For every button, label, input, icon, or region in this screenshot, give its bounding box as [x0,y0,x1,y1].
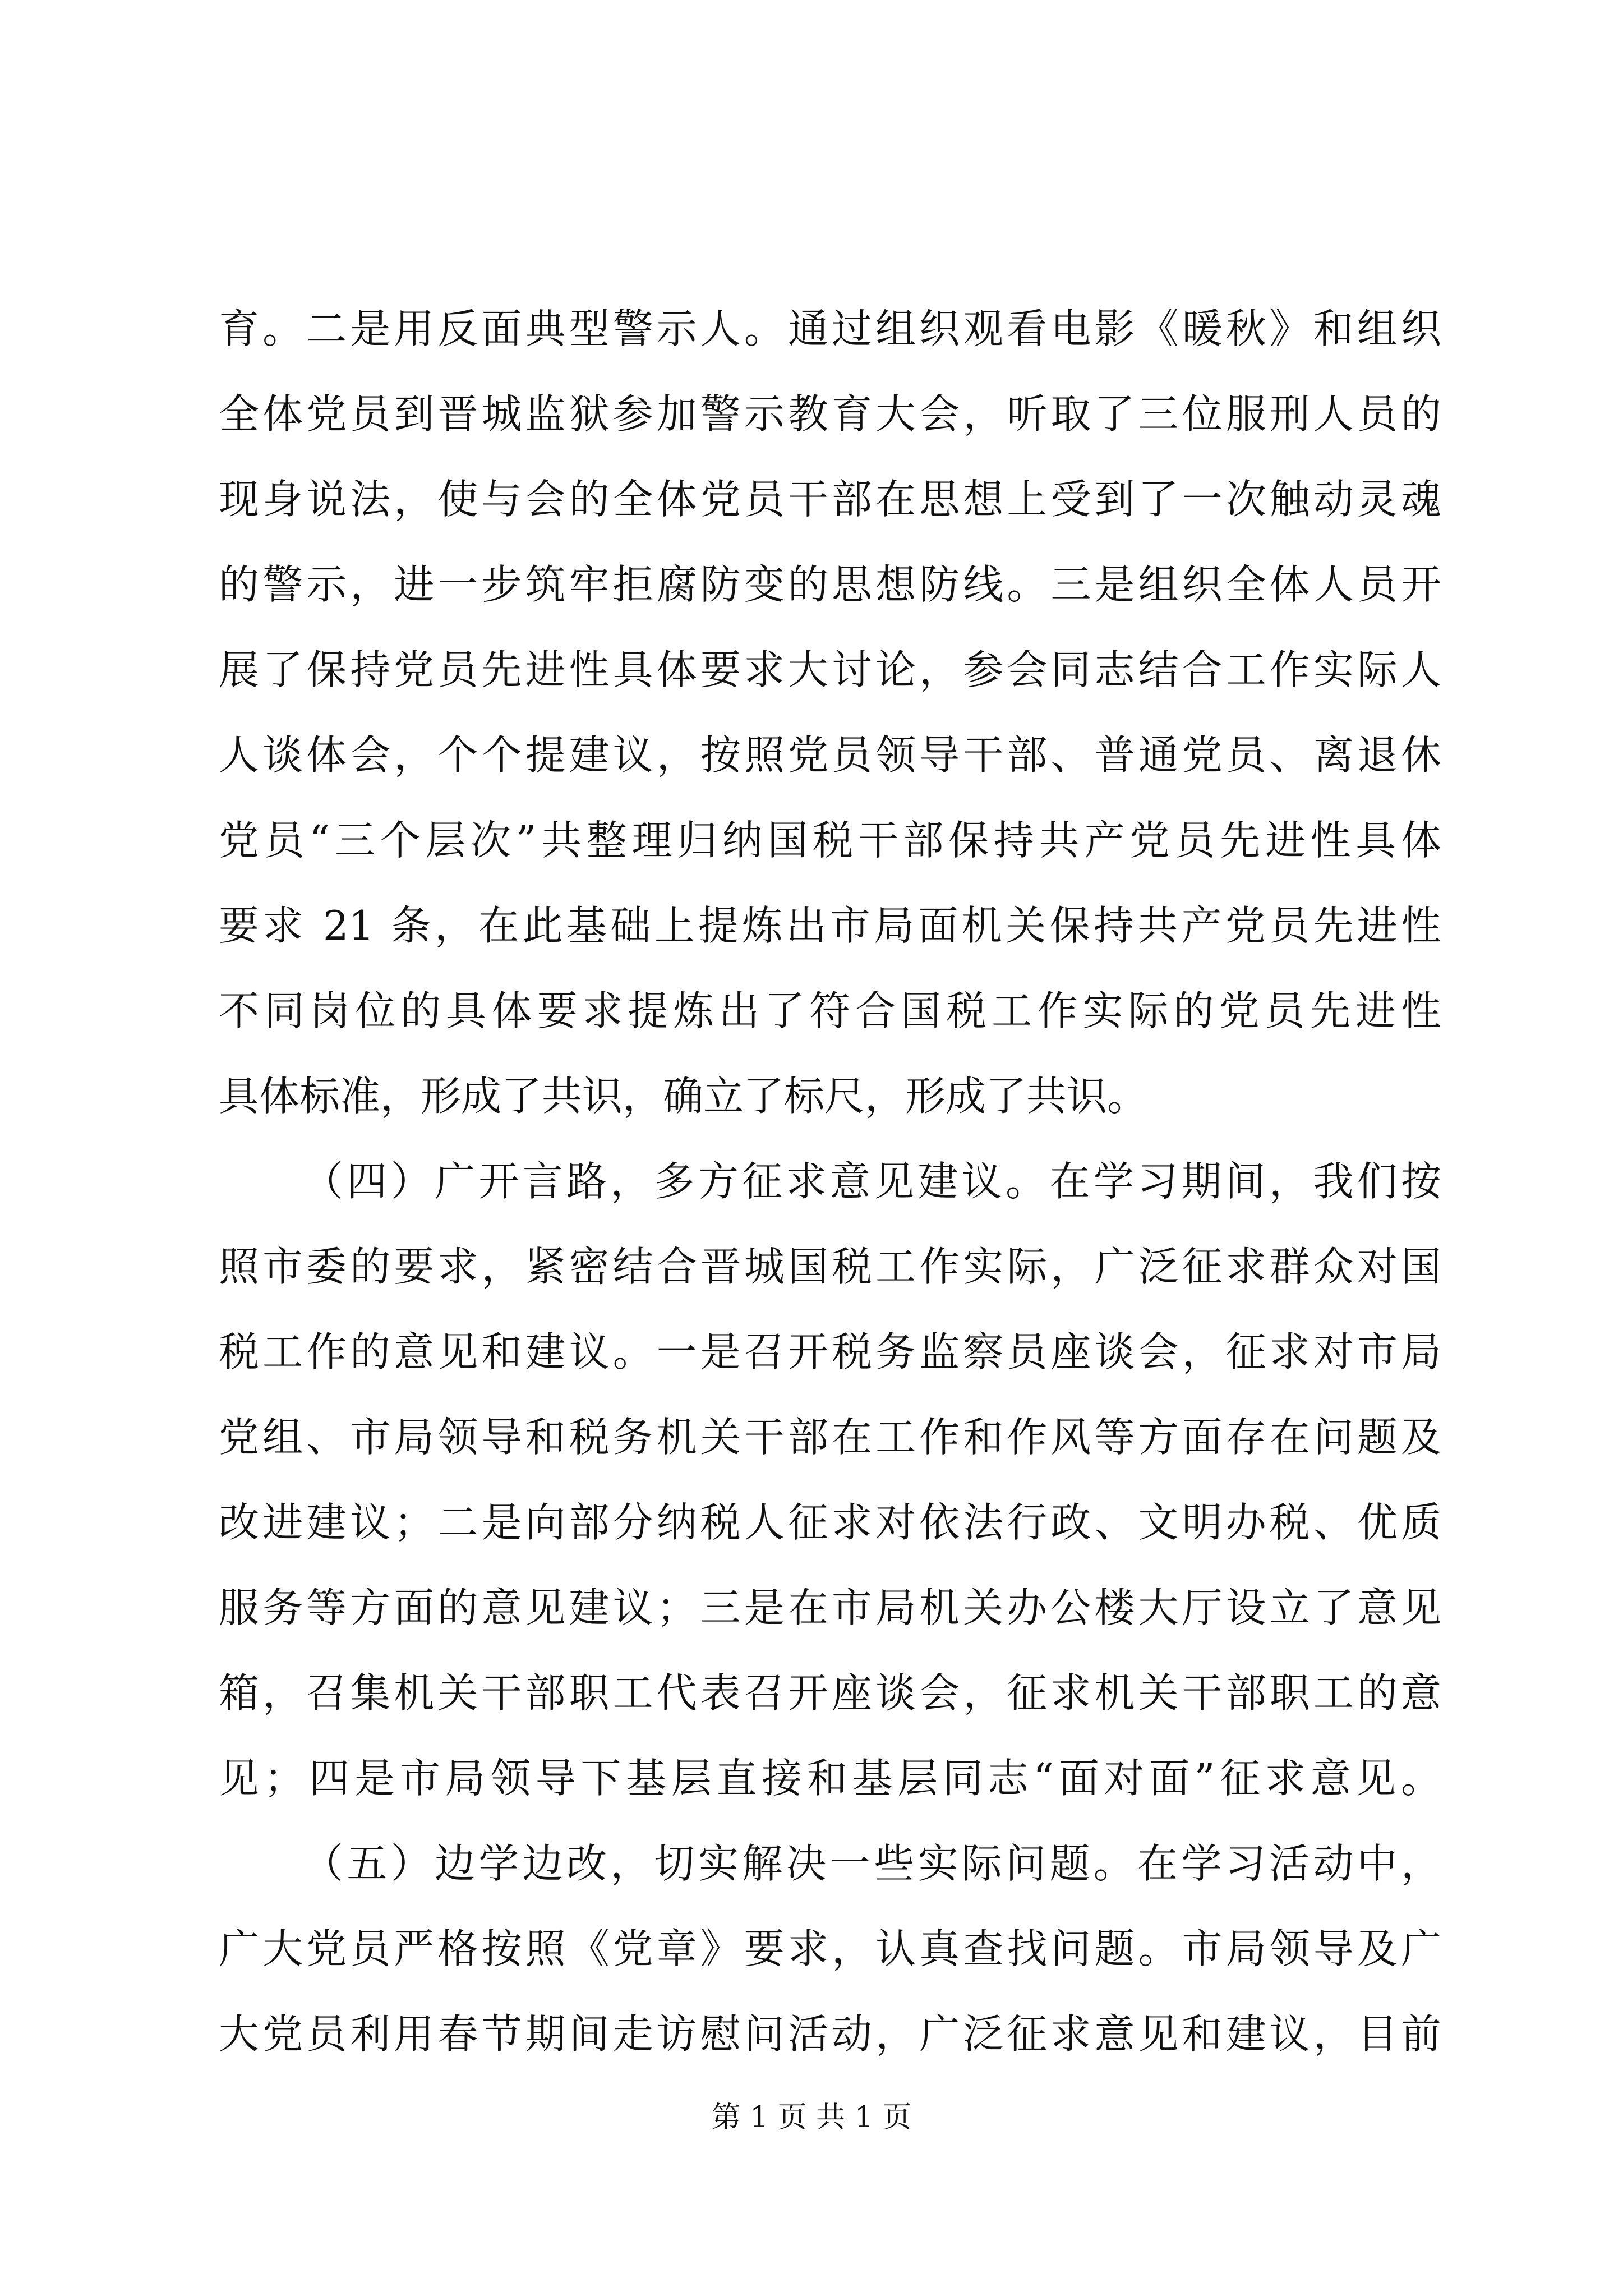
text-line: 的警示，进一步筑牢拒腐防变的思想防线。三是组织全体人员开 [219,561,1441,608]
text-line: 党员“三个层次”共整理归纳国税干部保持共产党员先进性具体 [219,817,1441,864]
text-line: 现身说法，使与会的全体党员干部在思想上受到了一次触动灵魂 [219,476,1441,523]
text-line: 见；四是市局领导下基层直接和基层同志“面对面”征求意见。 [219,1755,1441,1802]
text-line: 展了保持党员先进性具体要求大讨论，参会同志结合工作实际人 [219,646,1441,693]
text-line: 具体标准，形成了共识，确立了标尺，形成了共识。 [219,1073,1148,1120]
text-line: 箱，召集机关干部职工代表召开座谈会，征求机关干部职工的意 [219,1669,1441,1717]
text-line: 税工作的意见和建议。一是召开税务监察员座谈会，征求对市局 [219,1328,1441,1375]
text-line: 全体党员到晋城监狱参加警示教育大会，听取了三位服刑人员的 [219,390,1441,438]
text-line: 党组、市局领导和税务机关干部在工作和作风等方面存在问题及 [219,1414,1441,1461]
paragraph-heading-4: （四）广开言路，多方征求意见建议。在学习期间，我们按 [303,1158,1441,1205]
body-text [219,286,1441,2077]
text-line: 不同岗位的具体要求提炼出了符合国税工作实际的党员先进性 [219,987,1441,1034]
text-line: 大党员利用春节期间走访慰问活动，广泛征求意见和建议，目前 [219,2010,1441,2058]
page-footer: 第 1 页 共 1 页 [711,2101,912,2134]
text-line: 广大党员严格按照《党章》要求，认真查找问题。市局领导及广 [219,1925,1441,1972]
text-line: 照市委的要求，紧密结合晋城国税工作实际，广泛征求群众对国 [219,1243,1441,1290]
text-line: 育。二是用反面典型警示人。通过组织观看电影《暖秋》和组织 [219,305,1441,352]
text-line: 服务等方面的意见建议；三是在市局机关办公楼大厅设立了意见 [219,1584,1441,1631]
text-line: 人谈体会，个个提建议，按照党员领导干部、普通党员、离退休 [219,731,1441,779]
paragraph-heading-5: （五）边学边改，切实解决一些实际问题。在学习活动中， [303,1840,1441,1887]
text-line: 改进建议；二是向部分纳税人征求对依法行政、文明办税、优质 [219,1499,1441,1546]
text-line: 要求 21 条，在此基础上提炼出市局面机关保持共产党员先进性 [219,902,1441,949]
